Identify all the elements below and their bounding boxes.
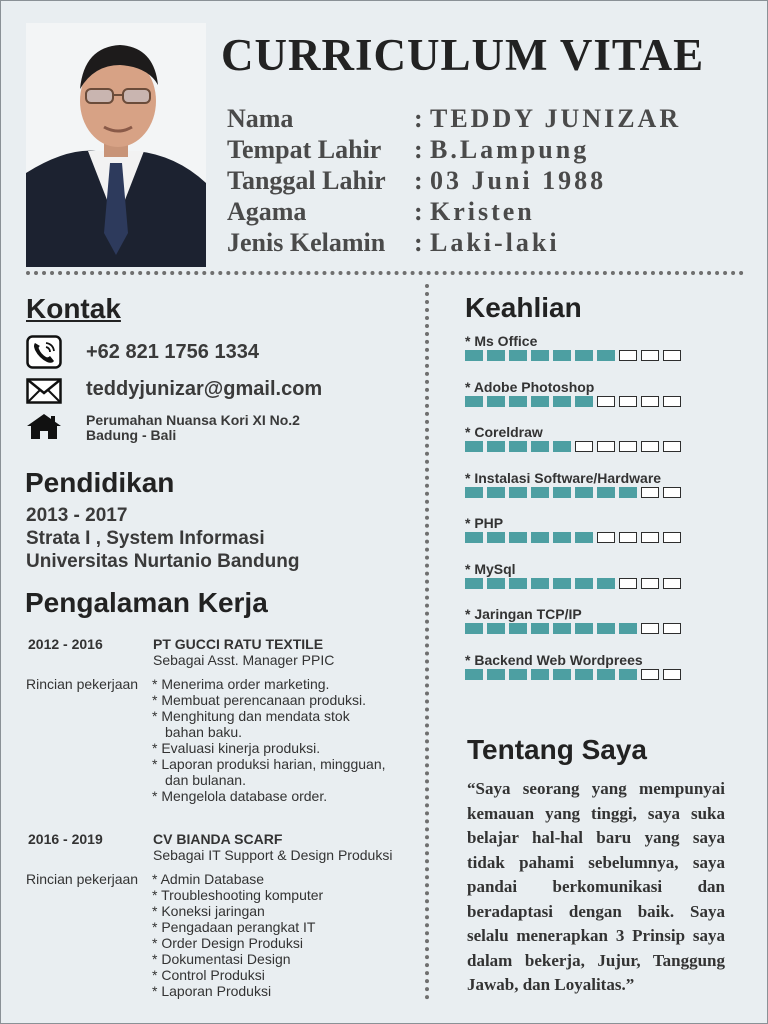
education-block xyxy=(26,504,299,573)
task-item: * Order Design Produksi xyxy=(152,935,303,951)
skill-name: * Adobe Photoshop xyxy=(465,378,595,395)
skill-box-empty xyxy=(641,441,659,452)
info-row-name: Nama : TEDDY JUNIZAR xyxy=(227,104,682,133)
skill-box-filled xyxy=(553,532,571,543)
info-row-birthdate: Tanggal Lahir : 03 Juni 1988 xyxy=(227,166,607,195)
skill-box-filled xyxy=(553,487,571,498)
skill-level-bar xyxy=(465,487,685,498)
task-item: * Menghitung dan mendata stok xyxy=(152,708,350,724)
skill-box-filled xyxy=(509,487,527,498)
page-title: CURRICULUM VITAE xyxy=(221,30,705,80)
skill-box-filled xyxy=(553,350,571,361)
skill-box-empty xyxy=(663,578,681,589)
skill-box-filled xyxy=(487,669,505,680)
skill-box-empty xyxy=(575,441,593,452)
job-details-label: Rincian pekerjaan xyxy=(26,676,139,692)
skill-box-filled xyxy=(509,350,527,361)
skill-box-filled xyxy=(597,578,615,589)
skill-box-filled xyxy=(509,578,527,589)
skill-box-empty xyxy=(663,350,681,361)
skill-box-filled xyxy=(531,396,549,407)
skill-box-empty xyxy=(641,578,659,589)
address-line-2: Badung - Bali xyxy=(86,427,177,443)
skill-box-filled xyxy=(531,532,549,543)
job-tasks xyxy=(152,871,323,999)
skill-box-filled xyxy=(509,441,527,452)
task-item: * Laporan produksi harian, mingguan, xyxy=(152,756,386,772)
skill-box-filled xyxy=(553,396,571,407)
task-item: * Menerima order marketing. xyxy=(152,676,330,692)
job-years: 2016 - 2019 xyxy=(28,831,103,847)
skill-level-bar xyxy=(465,669,685,680)
skill-box-filled xyxy=(531,623,549,634)
about-heading: Tentang Saya xyxy=(467,734,647,765)
phone-icon xyxy=(26,335,62,374)
skill-box-empty xyxy=(641,396,659,407)
skill-box-empty xyxy=(641,350,659,361)
profile-photo xyxy=(26,23,206,267)
skill-name: * Coreldraw xyxy=(465,424,543,440)
education-degree: Strata I , System Informasi xyxy=(26,528,265,549)
skill-box-filled xyxy=(487,532,505,543)
education-years: 2013 - 2017 xyxy=(26,505,128,526)
job-position: Sebagai IT Support & Design Produksi xyxy=(153,847,393,863)
skill-box-filled xyxy=(465,350,483,361)
skill-name: * PHP xyxy=(465,515,504,531)
skill-level-bar xyxy=(465,396,685,407)
skill-box-filled xyxy=(531,441,549,452)
skill-box-empty xyxy=(597,396,615,407)
skill-box-filled xyxy=(619,623,637,634)
task-item: * Admin Database xyxy=(152,871,265,887)
skill-box-filled xyxy=(465,669,483,680)
skill-box-filled xyxy=(509,623,527,634)
about-text: “Saya seorang yang mempunyai kemauan yang tinggi, saya suka belajar hal-hal baru yang saya tidak pahami sebelumnya, saya pandai berkomunikasi dan beradaptasi dengan baik. Saya selalu menerapkan 3 Prinsip saya dalam bekerja, Jujur, Tanggung Jawab, dan Loyalitas.” xyxy=(467,779,725,994)
skill-box-filled xyxy=(619,487,637,498)
home-icon xyxy=(26,412,62,445)
skill-box-filled xyxy=(575,532,593,543)
skill-box-empty xyxy=(641,532,659,543)
experience-heading: Pengalaman Kerja xyxy=(25,587,268,618)
skill-box-empty xyxy=(619,578,637,589)
skill-box-filled xyxy=(575,487,593,498)
task-item: * Membuat perencanaan produksi. xyxy=(152,692,367,708)
skill-box-filled xyxy=(553,669,571,680)
skill-box-empty xyxy=(619,532,637,543)
skill-box-filled xyxy=(597,350,615,361)
skill-box-filled xyxy=(553,623,571,634)
personal-info xyxy=(227,103,681,258)
task-item: bahan baku. xyxy=(165,724,243,740)
job-company: CV BIANDA SCARF xyxy=(153,831,283,847)
skill-name: * Jaringan TCP/IP xyxy=(465,606,582,622)
skill-box-filled xyxy=(487,396,505,407)
task-item: * Koneksi jaringan xyxy=(152,903,265,919)
skill-item xyxy=(465,470,685,516)
skill-box-filled xyxy=(465,532,483,543)
task-item: dan bulanan. xyxy=(165,772,246,788)
skill-box-empty xyxy=(641,669,659,680)
vertical-divider xyxy=(425,284,429,1000)
phone-number: +62 821 1756 1334 xyxy=(86,341,259,363)
skill-level-bar xyxy=(465,578,685,589)
info-row-birthplace: Tempat Lahir : B.Lampung xyxy=(227,135,590,164)
education-school: Universitas Nurtanio Bandung xyxy=(26,551,300,572)
skill-box-empty xyxy=(663,669,681,680)
skill-name: * MySql xyxy=(465,560,516,577)
skill-box-filled xyxy=(597,487,615,498)
mail-icon xyxy=(26,378,62,409)
skill-box-filled xyxy=(487,487,505,498)
skill-box-filled xyxy=(531,578,549,589)
skill-box-filled xyxy=(575,396,593,407)
skill-box-empty xyxy=(663,487,681,498)
skill-box-empty xyxy=(597,441,615,452)
job-company: PT GUCCI RATU TEXTILE xyxy=(153,636,324,652)
skill-box-filled xyxy=(487,350,505,361)
task-item: * Evaluasi kinerja produksi. xyxy=(152,740,321,756)
skill-box-filled xyxy=(465,396,483,407)
education-heading: Pendidikan xyxy=(25,467,175,498)
skill-box-empty xyxy=(663,532,681,543)
task-item: * Troubleshooting komputer xyxy=(152,887,324,903)
skill-name: * Instalasi Software/Hardware xyxy=(465,469,662,486)
task-item: * Control Produksi xyxy=(152,967,265,983)
skill-box-filled xyxy=(465,623,483,634)
skills-list xyxy=(465,333,685,697)
info-row-religion: Agama : Kristen xyxy=(227,197,535,226)
skill-box-empty xyxy=(641,623,659,634)
skill-box-filled xyxy=(465,487,483,498)
skill-box-empty xyxy=(663,441,681,452)
skill-name: * Ms Office xyxy=(465,333,538,349)
skill-box-empty xyxy=(619,441,637,452)
skill-box-filled xyxy=(487,623,505,634)
skill-box-empty xyxy=(663,396,681,407)
skill-box-filled xyxy=(553,441,571,452)
job-years: 2012 - 2016 xyxy=(28,636,103,652)
skill-box-empty xyxy=(597,532,615,543)
skill-box-filled xyxy=(597,623,615,634)
horizontal-divider xyxy=(26,271,744,275)
skill-level-bar xyxy=(465,441,685,452)
skill-level-bar xyxy=(465,623,685,634)
skill-box-filled xyxy=(465,441,483,452)
contact-heading: Kontak xyxy=(26,293,121,324)
skill-box-filled xyxy=(531,350,549,361)
skill-box-filled xyxy=(553,578,571,589)
skill-box-filled xyxy=(487,578,505,589)
skill-box-filled xyxy=(531,487,549,498)
skill-box-filled xyxy=(597,669,615,680)
job-details-label: Rincian pekerjaan xyxy=(26,871,139,887)
skill-item xyxy=(465,515,685,561)
skill-item xyxy=(465,424,685,470)
skill-box-filled xyxy=(575,669,593,680)
info-row-gender: Jenis Kelamin : Laki-laki xyxy=(227,228,560,257)
skill-box-filled xyxy=(575,623,593,634)
skills-heading: Keahlian xyxy=(465,292,582,323)
job-position: Sebagai Asst. Manager PPIC xyxy=(153,652,335,668)
skill-box-empty xyxy=(619,350,637,361)
skill-item xyxy=(465,606,685,652)
skill-name: * Backend Web Wordprees xyxy=(465,651,643,668)
skill-box-filled xyxy=(509,396,527,407)
skill-box-empty xyxy=(663,623,681,634)
skill-level-bar xyxy=(465,532,685,543)
skill-box-empty xyxy=(619,396,637,407)
skill-level-bar xyxy=(465,350,685,361)
skill-item xyxy=(465,379,685,425)
skill-item xyxy=(465,561,685,607)
skill-box-filled xyxy=(509,532,527,543)
skill-item xyxy=(465,333,685,379)
skill-box-filled xyxy=(531,669,549,680)
skill-box-filled xyxy=(487,441,505,452)
skill-box-filled xyxy=(575,350,593,361)
skill-box-filled xyxy=(575,578,593,589)
skill-box-empty xyxy=(641,487,659,498)
address-line-1: Perumahan Nuansa Kori XI No.2 xyxy=(86,412,300,428)
task-item: * Laporan Produksi xyxy=(152,983,272,999)
task-item: * Mengelola database order. xyxy=(152,788,328,804)
skill-box-filled xyxy=(465,578,483,589)
task-item: * Dokumentasi Design xyxy=(152,951,291,967)
skill-box-filled xyxy=(509,669,527,680)
email-address: teddyjunizar@gmail.com xyxy=(86,378,323,400)
skill-item xyxy=(465,652,685,698)
skill-box-filled xyxy=(619,669,637,680)
job-tasks xyxy=(152,676,386,804)
task-item: * Pengadaan perangkat IT xyxy=(152,919,316,935)
